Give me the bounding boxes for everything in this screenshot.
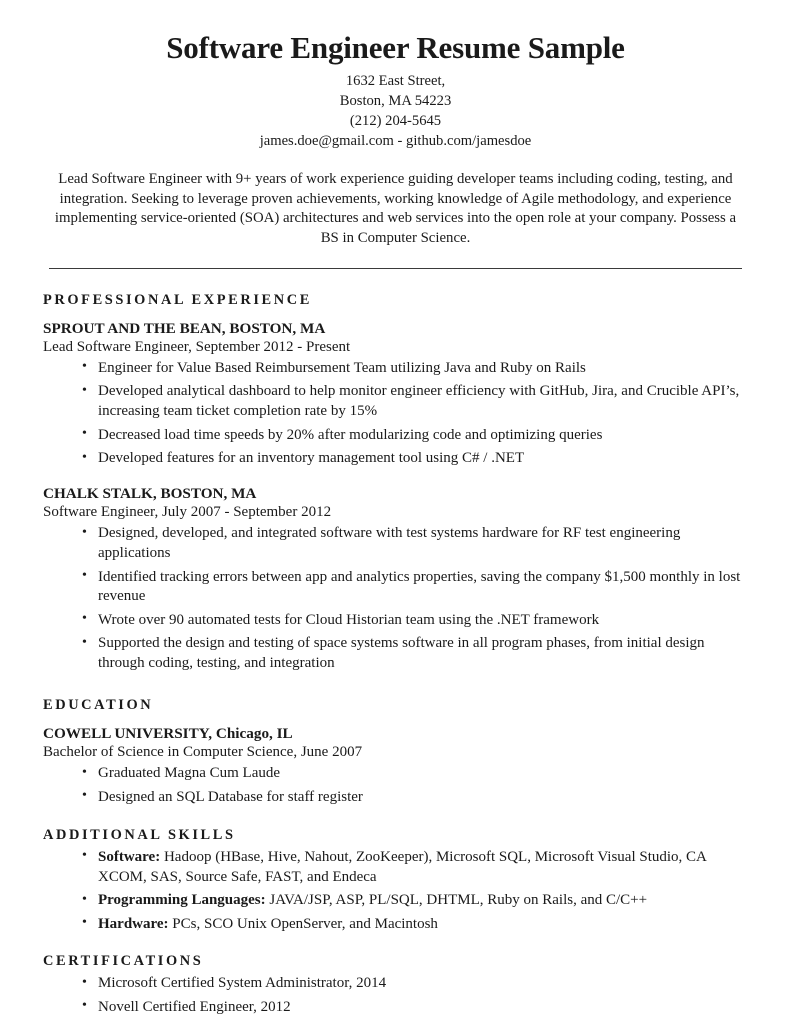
section-certifications: [43, 934, 748, 1017]
job-role: Lead Software Engineer, September 2012 - Present: [43, 338, 351, 355]
list-item: • Decreased load time speeds by 20% after modularizing code and optimizing queries: [43, 426, 748, 446]
job-organization: SPROUT AND THE BEAN, BOSTON, MA: [43, 319, 326, 337]
job-organization: CHALK STALK, BOSTON, MA: [43, 485, 257, 503]
job-entry: [43, 320, 748, 469]
section-additional-skills: [43, 808, 748, 935]
section-heading-education: EDUCATION: [43, 697, 154, 714]
page-title: Software Engineer Resume Sample: [166, 30, 625, 65]
skill-label: Programming Languages:: [98, 892, 266, 909]
skill-value: Hadoop (HBase, Hive, Nahout, ZooKeeper), Microsoft SQL, Microsoft Visual Studio, CA XCOM, SAS, Source Safe, FAST, and Endeca: [98, 848, 707, 885]
job-bullet-list: [43, 524, 748, 674]
list-item: • Graduated Magna Cum Laude: [43, 764, 748, 784]
skill-label: Software:: [98, 848, 161, 865]
list-item: • Microsoft Certified System Administrator, 2014: [43, 974, 748, 994]
list-item: • Wrote over 90 automated tests for Cloud Historian team using the .NET framework: [43, 611, 748, 631]
list-item: • Developed features for an inventory management tool using C# / .NET: [43, 449, 748, 469]
education-school-name: COWELL UNIVERSITY: [43, 725, 209, 743]
job-entry: [43, 485, 748, 674]
list-item: • Developed analytical dashboard to help monitor engineer efficiency with GitHub, Jira, and Crucible API’s, increasing team ticket completion rate by 15%: [43, 382, 748, 422]
education-degree: Bachelor of Science in Computer Science, June 2007: [43, 744, 363, 761]
education-bullet-list: [43, 764, 748, 807]
contact-phone: (212) 204-5645: [349, 113, 442, 130]
list-item: • Novell Certified Engineer, 2012: [43, 998, 748, 1018]
section-professional-experience: [43, 269, 748, 675]
contact-block: [43, 72, 748, 152]
section-heading-certifications: CERTIFICATIONS: [43, 953, 204, 970]
contact-links: james.doe@gmail.com - github.com/jamesdoe: [259, 133, 532, 150]
certifications-list: [43, 974, 748, 1017]
skill-value: JAVA/JSP, ASP, PL/SQL, DHTML, Ruby on Rails, and C/C++: [265, 892, 648, 909]
skills-list: [43, 848, 748, 935]
list-item: [43, 891, 748, 911]
contact-city-state-zip: Boston, MA 54223: [339, 93, 452, 110]
list-item: • Designed an SQL Database for staff register: [43, 788, 748, 808]
section-education: [43, 674, 748, 808]
contact-street: 1632 East Street,: [345, 73, 446, 90]
section-heading-experience: PROFESSIONAL EXPERIENCE: [43, 291, 312, 308]
skill-value: PCs, SCO Unix OpenServer, and Macintosh: [168, 915, 438, 932]
list-item: [43, 848, 748, 888]
professional-summary: Lead Software Engineer with 9+ years of work experience guiding developer teams including coding, testing, and integration. Seeking to leverage proven achievements, working knowledge of Agile methodology, and experience implementing service-oriented (SOA) architectures and web services into the open role at your company. Possess a BS in Computer Science.: [54, 171, 737, 247]
list-item: [43, 915, 748, 935]
skill-label: Hardware:: [98, 915, 169, 932]
job-role: Software Engineer, July 2007 - September 2012: [43, 503, 332, 520]
list-item: • Identified tracking errors between app and analytics properties, saving the company $1,500 monthly in lost revenue: [43, 568, 748, 608]
list-item: • Supported the design and testing of space systems software in all program phases, from initial design through coding, testing, and integration: [43, 634, 748, 674]
education-school-location: , Chicago, IL: [208, 725, 293, 743]
job-bullet-list: [43, 359, 748, 469]
list-item: • Engineer for Value Based Reimbursement Team utilizing Java and Ruby on Rails: [43, 359, 748, 379]
education-school: [43, 725, 748, 743]
section-heading-skills: ADDITIONAL SKILLS: [43, 826, 236, 843]
list-item: • Designed, developed, and integrated software with test systems hardware for RF test engineering applications: [43, 524, 748, 564]
